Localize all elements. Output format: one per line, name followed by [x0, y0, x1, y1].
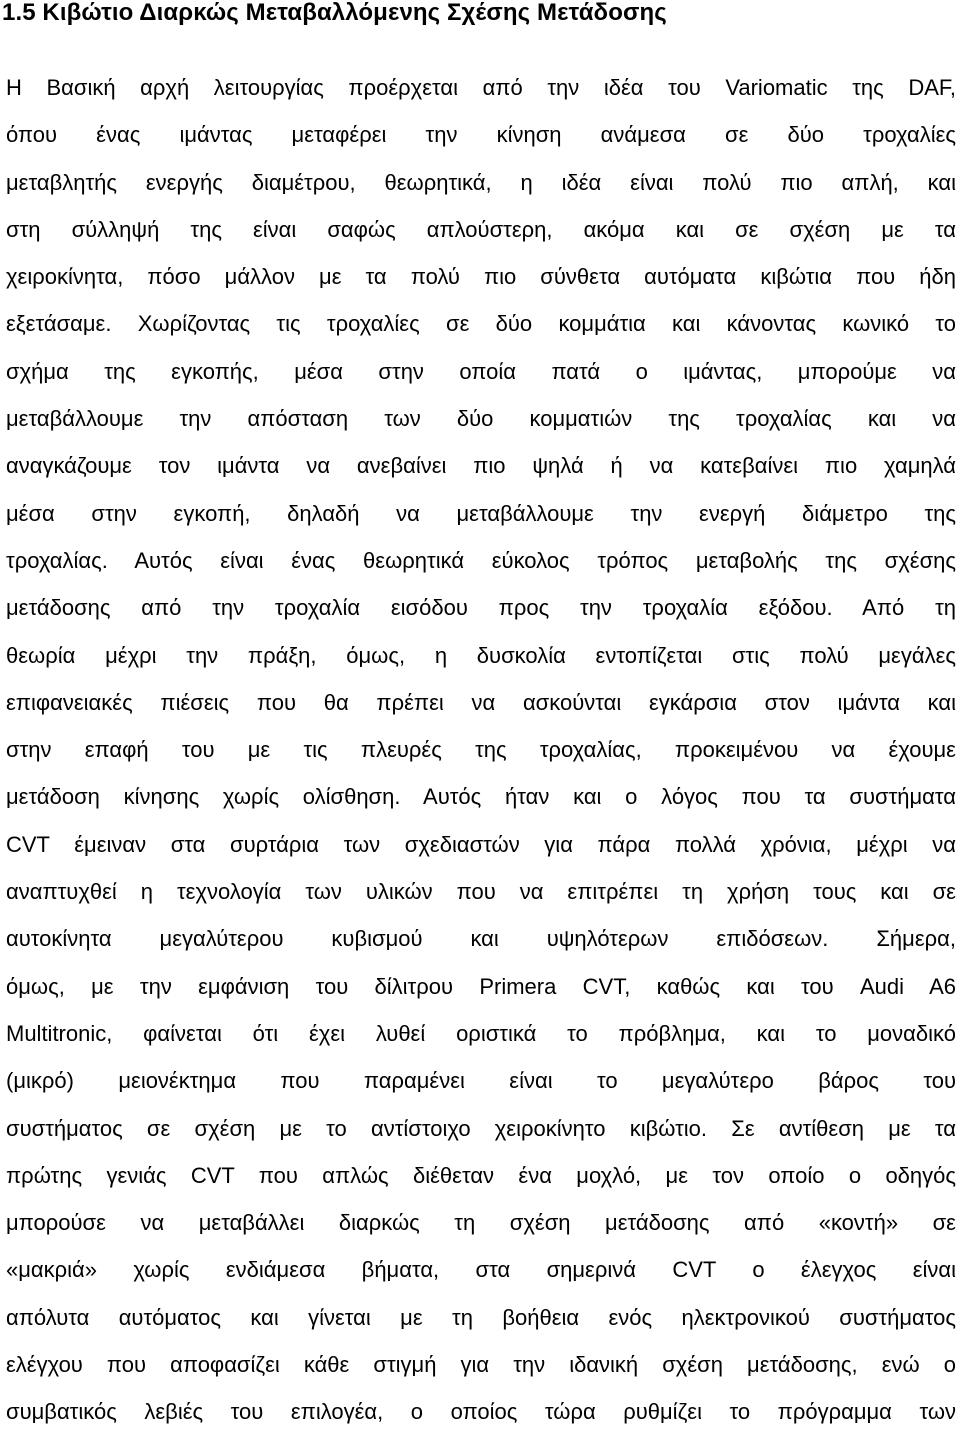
text-line: πρώτης γενιάς CVT που απλώς διέθεταν ένα μοχλό, με τον οποίο ο οδηγός — [6, 1162, 956, 1188]
text-line: αναγκάζουμε τον ιμάντα να ανεβαίνει πιο ψηλά ή να κατεβαίνει πιο χαμηλά — [6, 453, 956, 479]
text-line: εξετάσαμε. Χωρίζοντας τις τροχαλίες σε δύο κομμάτια και κάνοντας κωνικό το — [6, 311, 956, 337]
text-line: επιφανειακές πιέσεις που θα πρέπει να ασκούνται εγκάρσια στον ιμάντα και — [6, 689, 956, 715]
text-line: μεταβάλλουμε την απόσταση των δύο κομματιών της τροχαλίας και να — [6, 406, 956, 432]
text-line: ελέγχου που αποφασίζει κάθε στιγμή για την ιδανική σχέση μετάδοσης, ενώ ο — [6, 1352, 956, 1378]
text-line: μέσα στην εγκοπή, δηλαδή να μεταβάλλουμε την ενεργή διάμετρο της — [6, 500, 956, 526]
text-line: μετάδοση κίνησης χωρίς ολίσθηση. Αυτός ήταν και ο λόγος που τα συστήματα — [6, 784, 956, 810]
text-line: αναπτυχθεί η τεχνολογία των υλικών που να επιτρέπει τη χρήση τους και σε — [6, 879, 956, 905]
text-line: χειροκίνητα, πόσο μάλλον με τα πολύ πιο σύνθετα αυτόματα κιβώτια που ήδη — [6, 264, 956, 290]
text-line: όμως, με την εμφάνιση του δίλιτρου Primera CVT, καθώς και του Audi A6 — [6, 973, 956, 999]
body-paragraph — [6, 64, 956, 1436]
text-line: συστήματος σε σχέση με το αντίστοιχο χειροκίνητο κιβώτιο. Σε αντίθεση με τα — [6, 1115, 956, 1141]
text-line: μεταβλητής ενεργής διαμέτρου, θεωρητικά, η ιδέα είναι πολύ πιο απλή, και — [6, 169, 956, 195]
text-line: «μακριά» χωρίς ενδιάμεσα βήματα, στα σημερινά CVT ο έλεγχος είναι — [6, 1257, 956, 1283]
text-line: αυτοκίνητα μεγαλύτερου κυβισμού και υψηλότερων επιδόσεων. Σήμερα, — [6, 926, 956, 952]
text-line: CVT έμειναν στα συρτάρια των σχεδιαστών για πάρα πολλά χρόνια, μέχρι να — [6, 831, 956, 857]
text-line: μετάδοσης από την τροχαλία εισόδου προς την τροχαλία εξόδου. Από τη — [6, 595, 956, 621]
text-line: θεωρία μέχρι την πράξη, όμως, η δυσκολία εντοπίζεται στις πολύ μεγάλες — [6, 642, 956, 668]
text-line: όπου ένας ιμάντας μεταφέρει την κίνηση ανάμεσα σε δύο τροχαλίες — [6, 122, 956, 148]
text-line: απόλυτα αυτόματος και γίνεται με τη βοήθεια ενός ηλεκτρονικού συστήματος — [6, 1304, 956, 1330]
text-line: Multitronic, φαίνεται ότι έχει λυθεί οριστικά το πρόβλημα, και το μοναδικό — [6, 1020, 956, 1046]
text-line: συμβατικός λεβιές του επιλογέα, ο οποίος τώρα ρυθμίζει το πρόγραμμα των — [6, 1399, 956, 1425]
text-line: (μικρό) μειονέκτημα που παραμένει είναι το μεγαλύτερο βάρος του — [6, 1068, 956, 1094]
text-line: Η Βασική αρχή λειτουργίας προέρχεται από την ιδέα του Variomatic της DAF, — [6, 75, 956, 100]
text-line: τροχαλίας. Αυτός είναι ένας θεωρητικά εύκολος τρόπος μεταβολής της σχέσης — [6, 547, 956, 573]
text-line: μπορούσε να μεταβάλλει διαρκώς τη σχέση μετάδοσης από «κοντή» σε — [6, 1210, 956, 1236]
text-line: σχήμα της εγκοπής, μέσα στην οποία πατά ο ιμάντας, μπορούμε να — [6, 358, 956, 384]
text-line: στην επαφή του με τις πλευρές της τροχαλίας, προκειμένου να έχουμε — [6, 737, 956, 763]
text-line: στη σύλληψή της είναι σαφώς απλούστερη, ακόμα και σε σχέση με τα — [6, 216, 956, 242]
section-heading: 1.5 Κιβώτιο Διαρκώς Μεταβαλλόμενης Σχέσης Μετάδοσης — [2, 0, 667, 26]
